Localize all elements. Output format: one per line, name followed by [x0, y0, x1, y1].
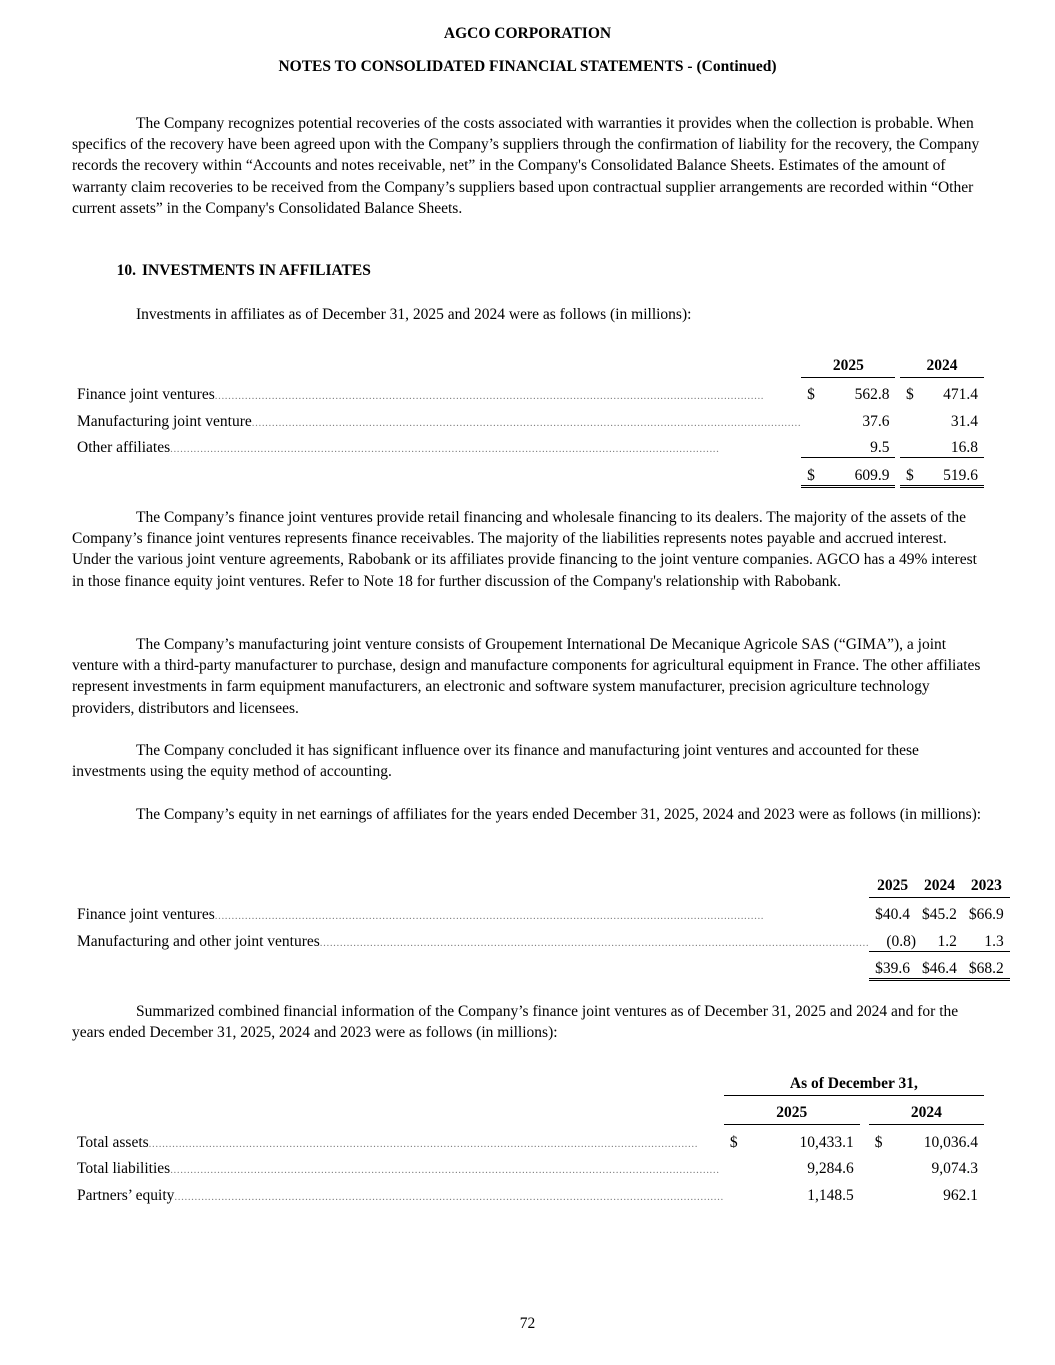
row-label: Finance joint ventures: [77, 906, 215, 923]
total-value: 609.9: [816, 457, 896, 488]
currency-symbol: $: [729, 1133, 738, 1151]
value-cell: 962.1: [943, 1186, 978, 1204]
investments-intro: Investments in affiliates as of December 31, 2025 and 2024 were as follows (in millions):: [136, 306, 692, 323]
currency-symbol: $: [922, 906, 930, 923]
table-row: Finance joint ventures.................................................................................................................................................................... $ 40.4 $ 45.2 $ 66.9: [72, 898, 1010, 925]
row-label: Finance joint ventures: [77, 386, 215, 403]
value-cell: 1,148.5: [807, 1186, 854, 1204]
currency-symbol: $: [900, 457, 915, 488]
currency-symbol: $: [916, 951, 930, 982]
row-label: Total liabilities: [77, 1160, 171, 1177]
currency-symbol: $: [801, 457, 816, 488]
table-header-row: [72, 1096, 984, 1126]
total-value: 519.6: [915, 457, 984, 488]
page-subtitle: NOTES TO CONSOLIDATED FINANCIAL STATEMENTS - (Continued): [278, 58, 777, 75]
value-cell: 1.3: [984, 932, 1004, 950]
investments-table: [72, 348, 984, 488]
earnings-table: [72, 868, 1010, 981]
value-cell: 1.2: [937, 932, 957, 950]
column-header: 2024: [869, 1096, 984, 1126]
total-value: 68.2: [977, 951, 1010, 982]
table-row: Manufacturing joint venture.................................................................................................................................................................... 37.6 31.4: [72, 404, 984, 431]
value-cell: 9,074.3: [931, 1160, 978, 1177]
company-name: AGCO CORPORATION: [443, 25, 612, 42]
table-row: Manufacturing and other joint ventures.................................................................................................................................................................... (0.8) 1.2 1.3: [72, 924, 1010, 951]
value-cell: 471.4: [943, 386, 978, 403]
currency-symbol: $: [807, 386, 815, 403]
column-header: 2024: [916, 868, 963, 898]
column-header: 2025: [724, 1096, 860, 1126]
section-number: 10.: [116, 262, 136, 279]
warranty-recoveries-paragraph: The Company recognizes potential recoveries of the costs associated with warranties it provides when the collection is probable. When specifics of the recovery have been agreed upon with the Company’s suppliers through the confirmation of liability for the recovery, the Company records the recovery within “Accounts and notes receivable, net” in the Company's Consolidated Balance Sheets. Estimates of the amount of warranty claim recoveries to be received from the Company’s suppliers based upon contractual supplier arrangements are recorded within “Other current assets” in the Company's Consolidated Balance Sheets.: [72, 115, 980, 217]
value-cell: 9,284.6: [807, 1160, 854, 1177]
currency-symbol: $: [869, 951, 883, 982]
row-label: Manufacturing and other joint ventures: [77, 932, 320, 950]
value-cell: 10,433.1: [799, 1133, 854, 1151]
equity-method-paragraph: The Company concluded it has significant influence over its finance and manufacturing joint ventures and accounted for these investments using the equity method of accounting.: [72, 742, 919, 781]
earnings-intro: The Company’s equity in net earnings of affiliates for the years ended December 31, 2025, 2024 and 2023 were as follows (in millions):: [136, 806, 982, 823]
table-group-header-row: [72, 1066, 984, 1096]
section-title: INVESTMENTS IN AFFILIATES: [142, 262, 371, 279]
column-header: 2023: [963, 868, 1010, 898]
total-row: [72, 951, 1010, 982]
group-header: As of December 31,: [724, 1066, 984, 1096]
currency-symbol: $: [905, 386, 914, 403]
section-heading: [72, 262, 371, 280]
row-label: Total assets: [77, 1133, 149, 1151]
summary-intro: Summarized combined financial information of the Company’s finance joint ventures as of December 31, 2025 and 2024 and for the years ended December 31, 2025, 2024 and 2023 were as follows (in millions):: [72, 1003, 959, 1042]
table-row: Other affiliates.................................................................................................................................................................... 9.5 16.8: [72, 431, 984, 458]
table-row: Partners’ equity.................................................................................................................................................................... 1,148.5 962.1: [72, 1178, 984, 1205]
row-label: Manufacturing joint venture: [77, 412, 252, 430]
total-value: 46.4: [930, 951, 963, 982]
value-cell: 31.4: [950, 412, 978, 430]
column-header: 2025: [869, 868, 916, 898]
currency-symbol: $: [968, 906, 977, 923]
currency-symbol: $: [874, 1133, 883, 1151]
value-cell: 37.6: [862, 412, 890, 430]
total-row: [72, 457, 984, 488]
currency-symbol: $: [875, 906, 883, 923]
value-cell: 9.5: [870, 439, 890, 456]
page-number: 72: [519, 1315, 536, 1332]
manufacturing-jv-paragraph: The Company’s manufacturing joint venture consists of Groupement International De Mecanique Agricole SAS (“GIMA”), a joint venture with a third-party manufacturer to purchase, design and manufacture components for agricultural equipment in France. The other affiliates represent investments in farm equipment manufacturers, an electronic and software system manufacturer, precision agriculture technology providers, distributors and licensees.: [72, 636, 981, 717]
value-cell: 562.8: [854, 386, 890, 403]
table-row: Finance joint ventures.................................................................................................................................................................... $ 562.8 $ 471.4: [72, 378, 984, 405]
row-label: Partners’ equity: [77, 1186, 175, 1204]
value-cell: 66.9: [976, 906, 1004, 923]
total-value: 39.6: [883, 951, 916, 982]
finance-jv-paragraph: The Company’s finance joint ventures provide retail financing and wholesale financing to its dealers. The majority of the assets of the Company’s finance joint ventures represents finance receivables. The majority of the liabilities represents notes payable and accrued interest. Under the various joint venture agreements, Rabobank or its affiliates provide financing to the joint venture companies. AGCO has a 49% interest in those finance equity joint ventures. Refer to Note 18 for further discussion of the Company's relationship with Rabobank.: [72, 509, 977, 590]
row-label: Other affiliates: [77, 439, 171, 456]
currency-symbol: $: [963, 951, 977, 982]
value-cell: (0.8): [886, 932, 917, 950]
summary-table: [72, 1066, 984, 1205]
table-row: Total liabilities.................................................................................................................................................................... 9,284.6 9,074.3: [72, 1152, 984, 1179]
table-header-row: [72, 348, 984, 378]
table-header-row: [72, 868, 1010, 898]
value-cell: 45.2: [929, 906, 957, 923]
value-cell: 10,036.4: [923, 1133, 978, 1151]
value-cell: 16.8: [950, 439, 978, 456]
value-cell: 40.4: [882, 906, 911, 923]
table-row: Total assets.................................................................................................................................................................... $ 10,433.1 $ 10,036.4: [72, 1125, 984, 1152]
column-header: 2025: [801, 348, 895, 378]
column-header: 2024: [900, 348, 984, 378]
